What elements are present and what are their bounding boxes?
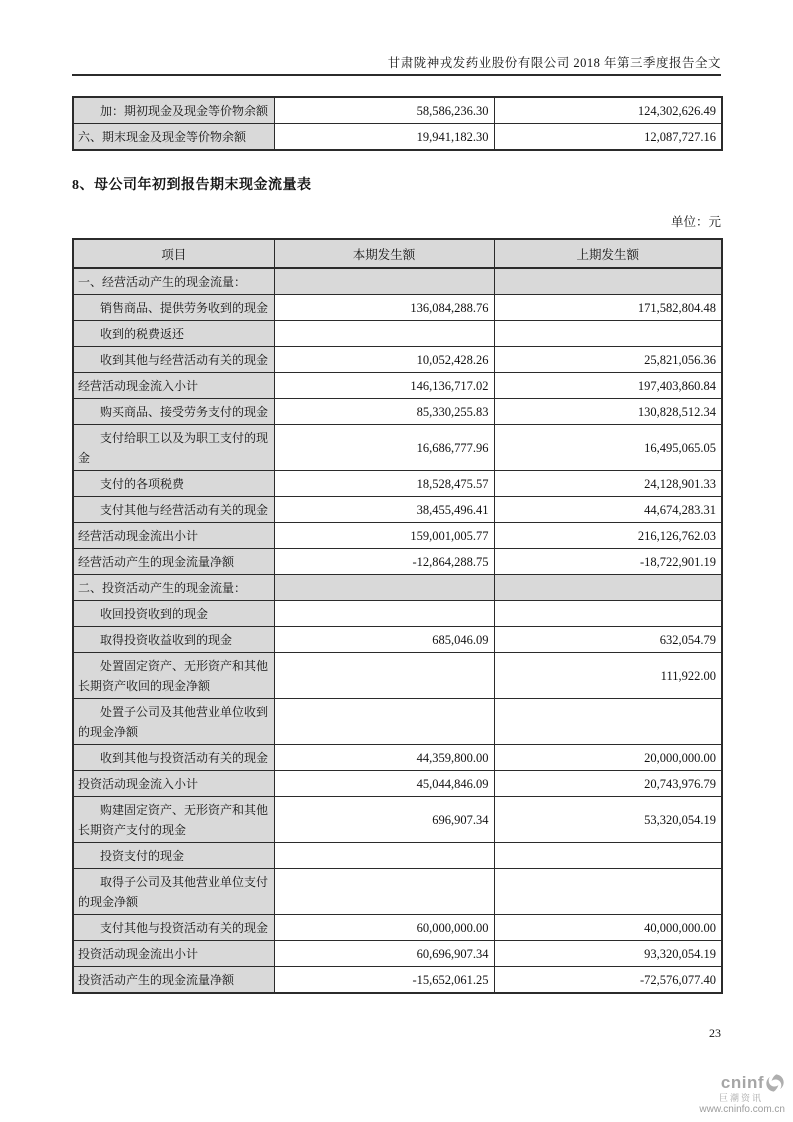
prior-period-value [494,321,722,347]
row-label: 取得投资收益收到的现金 [73,627,274,653]
row-label: 收到其他与经营活动有关的现金 [73,347,274,373]
row-label: 经营活动产生的现金流量净额 [73,549,274,575]
summary-table [72,96,723,151]
prior-period-value [494,699,722,745]
table-row [73,347,722,373]
table-row [73,268,722,295]
prior-period-value: 171,582,804.48 [494,295,722,321]
cninfo-url: www.cninfo.com.cn [699,1104,785,1115]
prior-period-value [494,601,722,627]
row-label: 取得子公司及其他营业单位支付的现金净额 [73,869,274,915]
row-label: 投资活动现金流入小计 [73,771,274,797]
prior-period-value: 24,128,901.33 [494,471,722,497]
current-period-value [274,601,494,627]
table-row [73,373,722,399]
current-period-value [274,268,494,295]
row-label: 支付的各项税费 [73,471,274,497]
table-header-row [73,239,722,268]
table-row [73,295,722,321]
prior-period-value: 632,054.79 [494,627,722,653]
row-label: 投资活动产生的现金流量净额 [73,967,274,994]
current-period-value: 58,586,236.30 [274,97,494,124]
prior-period-value: 40,000,000.00 [494,915,722,941]
cninfo-chinese-name: 巨潮资讯 [718,1093,763,1103]
table-row [73,523,722,549]
page-number: 23 [709,1026,721,1040]
row-label: 销售商品、提供劳务收到的现金 [73,295,274,321]
row-label: 购买商品、接受劳务支付的现金 [73,399,274,425]
cninfo-logo-row [687,1073,785,1093]
table-row [73,124,722,151]
document-header [72,55,721,76]
row-label: 投资支付的现金 [73,843,274,869]
row-label: 收到其他与投资活动有关的现金 [73,745,274,771]
prior-period-value [494,843,722,869]
prior-period-value [494,268,722,295]
current-period-value: -15,652,061.25 [274,967,494,994]
current-period-value: 44,359,800.00 [274,745,494,771]
current-period-value: -12,864,288.75 [274,549,494,575]
prior-period-value: 16,495,065.05 [494,425,722,471]
current-period-value: 85,330,255.83 [274,399,494,425]
table-row [73,699,722,745]
current-period-value: 45,044,846.09 [274,771,494,797]
table-row [73,967,722,994]
row-label: 二、投资活动产生的现金流量： [73,575,274,601]
table-row [73,575,722,601]
current-period-value [274,869,494,915]
prior-period-value: 124,302,626.49 [494,97,722,124]
prior-period-value: 25,821,056.36 [494,347,722,373]
table-row [73,797,722,843]
current-period-value: 685,046.09 [274,627,494,653]
prior-period-value: 130,828,512.34 [494,399,722,425]
current-period-value [274,653,494,699]
prior-period-value: 111,922.00 [494,653,722,699]
cninfo-brand-text: cninf [720,1073,764,1092]
current-period-value: 19,941,182.30 [274,124,494,151]
table-row [73,425,722,471]
current-period-value: 146,136,717.02 [274,373,494,399]
table-row [73,601,722,627]
prior-period-value: 20,743,976.79 [494,771,722,797]
cninfo-logo [687,1073,785,1116]
row-label: 加：期初现金及现金等价物余额 [73,97,274,124]
current-period-value: 16,686,777.96 [274,425,494,471]
current-period-value: 10,052,428.26 [274,347,494,373]
current-period-value: 136,084,288.76 [274,295,494,321]
current-period-value: 60,696,907.34 [274,941,494,967]
column-header-item: 项目 [73,239,274,268]
row-label: 六、期末现金及现金等价物余额 [73,124,274,151]
table-row [73,399,722,425]
column-header-prior-period: 上期发生额 [494,239,722,268]
row-label: 投资活动现金流出小计 [73,941,274,967]
table-row [73,915,722,941]
prior-period-value: 44,674,283.31 [494,497,722,523]
prior-period-value: 216,126,762.03 [494,523,722,549]
current-period-value: 38,455,496.41 [274,497,494,523]
table-row [73,97,722,124]
prior-period-value [494,869,722,915]
column-header-current-period: 本期发生额 [274,239,494,268]
row-label: 经营活动现金流出小计 [73,523,274,549]
current-period-value: 18,528,475.57 [274,471,494,497]
table-row [73,843,722,869]
section-heading: 8、母公司年初到报告期末现金流量表 [72,178,312,193]
table-row [73,941,722,967]
current-period-value: 60,000,000.00 [274,915,494,941]
row-label: 收到的税费返还 [73,321,274,347]
cninfo-swirl-icon [765,1073,785,1093]
table-row [73,745,722,771]
row-label: 一、经营活动产生的现金流量： [73,268,274,295]
row-label: 支付其他与投资活动有关的现金 [73,915,274,941]
prior-period-value: 20,000,000.00 [494,745,722,771]
row-label: 购建固定资产、无形资产和其他长期资产支付的现金 [73,797,274,843]
cash-flow-table [72,238,723,994]
prior-period-value: 93,320,054.19 [494,941,722,967]
prior-period-value: 12,087,727.16 [494,124,722,151]
prior-period-value: 197,403,860.84 [494,373,722,399]
table-row [73,471,722,497]
table-row [73,869,722,915]
document-title: 甘肃陇神戎发药业股份有限公司 2018 年第三季度报告全文 [387,56,721,70]
current-period-value [274,699,494,745]
current-period-value [274,321,494,347]
row-label: 经营活动现金流入小计 [73,373,274,399]
table-row [73,549,722,575]
row-label: 处置子公司及其他营业单位收到的现金净额 [73,699,274,745]
row-label: 处置固定资产、无形资产和其他长期资产收回的现金净额 [73,653,274,699]
table-row [73,497,722,523]
table-row [73,321,722,347]
table-row [73,627,722,653]
row-label: 支付给职工以及为职工支付的现金 [73,425,274,471]
current-period-value: 696,907.34 [274,797,494,843]
prior-period-value: -18,722,901.19 [494,549,722,575]
prior-period-value [494,575,722,601]
current-period-value [274,575,494,601]
table-row [73,771,722,797]
prior-period-value: -72,576,077.40 [494,967,722,994]
table-row [73,653,722,699]
unit-label: 单位：元 [670,215,721,229]
row-label: 收回投资收到的现金 [73,601,274,627]
current-period-value [274,843,494,869]
prior-period-value: 53,320,054.19 [494,797,722,843]
current-period-value: 159,001,005.77 [274,523,494,549]
row-label: 支付其他与经营活动有关的现金 [73,497,274,523]
